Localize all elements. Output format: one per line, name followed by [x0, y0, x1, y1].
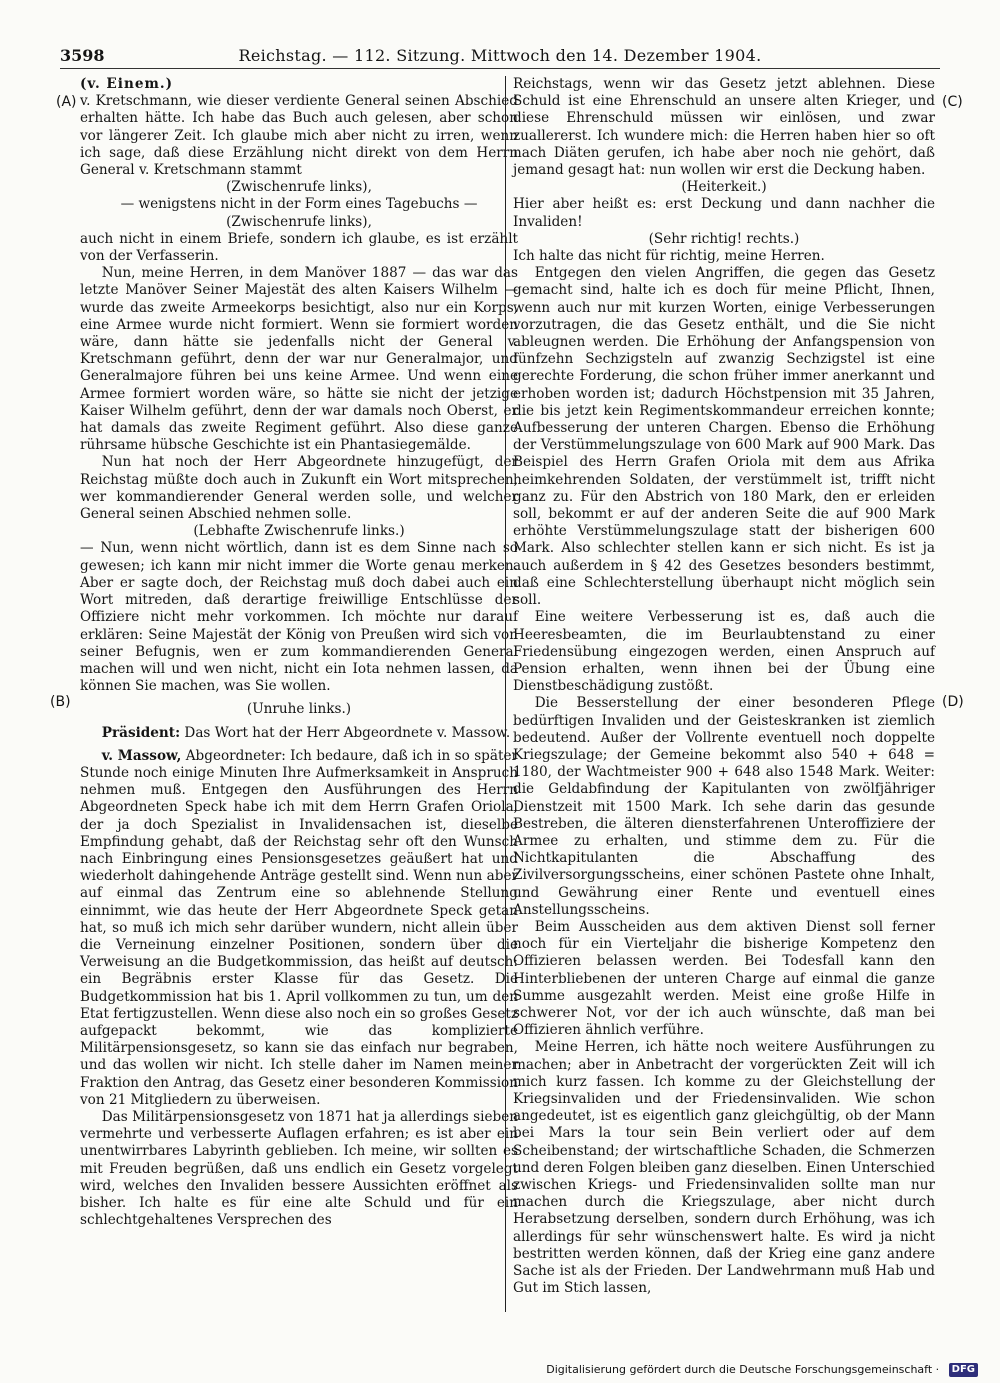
paragraph: Beim Ausscheiden aus dem aktiven Dienst soll ferner noch für ein Vierteljahr die bisherige Kompetenz den Offizieren belassen werden. Bei Todesfall kann den Hinterbliebenen der unteren Charge auf einmal die ganze Summe ausgezahlt werden. Meist eine große Hilfe in schwerer Not, vor der ich auch wünschte, daß man bei Offizieren ähnlich verführe.	[513, 918, 935, 1039]
paragraph: — wenigstens nicht in der Form eines Tagebuchs —	[120, 196, 478, 213]
paragraph: Die Besserstellung der einer besonderen Pflege bedürftigen Invaliden und der Geisteskranken ist ziemlich bedeutend. Außer der Vollrente eventuell noch doppelte Kriegszulage; der Gemeine bekommt also 540 + 648 = 1180, der Wachtmeister 900 + 648 also 1548 Mark. Weiter: die Geldabfindung der Kapitulanten von zwölfjähriger Dienstzeit mit 1500 Mark. Ich sehe darin das gesunde Bestreben, die älteren diensterfahrenen Unteroffiziere der Armee zu erhalten, und stimme dem zu. Für die Nichtkapitulanten die Abschaffung des Zivilversorgungsscheins, einer schönen Pastete ohne Inhalt, und Gewährung einer Rente und eventuell eines Anstellungsscheins.	[513, 695, 935, 918]
page-header	[60, 44, 940, 69]
interjection: (Zwischenrufe links),	[226, 213, 372, 230]
margin-mark-c: (C)	[942, 94, 963, 110]
paragraph: Entgegen den vielen Angriffen, die gegen das Gesetz gemacht sind, halte ich es doch für meine Pflicht, Ihnen, wenn auch nur mit kurzen Worten, einige Verbesserungen vorzutragen, die das Gesetz enthält, und die Sie nicht ableugnen werden. Die Erhöhung der Anfangspension von fünfzehn Sechzigsteln auf zwanzig Sechzigstel ist eine gerechte Forderung, die schon früher immer anerkannt und erhoben worden ist; dadurch Höchstpension mit 35 Jahren, die bis jetzt kein Regimentskommandeur erreichen konnte; Aufbesserung der unteren Chargen. Ebenso die Erhöhung der Verstümmelungszulage von 600 Mark auf 900 Mark. Das Beispiel des Herrn Grafen Oriola mit dem aus Afrika heimkehrenden Soldaten, der verstümmelt ist, trifft nicht ganz zu. Für den Abstrich von 180 Mark, den er erleiden soll, bekommt er auf der anderen Seite die auf 900 Mark erhöhte Verstümmelungszulage statt der bisherigen 600 Mark. Also schlechter stellen kann er sich nicht. Es ist ja auch außerdem in § 42 des Gesetzes besonders bestimmt, daß eine Schlechterstellung überhaupt nicht möglich sein soll.	[513, 265, 935, 609]
footer-credit	[546, 1362, 978, 1378]
dfg-logo: DFG	[949, 1363, 978, 1377]
interjection: (Sehr richtig! rechts.)	[648, 230, 800, 247]
margin-mark-b: (B)	[50, 694, 71, 710]
paragraph: — Nun, wenn nicht wörtlich, dann ist es dem Sinne nach so gewesen; ich kann mir nicht immer die Worte genau merken. Aber er sagte doch, der Reichstag muß doch dabei auch ein Wort mitreden, daß derartige freiwillige Entschlüsse der Offiziere nicht mehr vorkommen. Ich möchte nur darauf erklären: Seine Majestät der König von Preußen wird sich von seiner Befugnis, wen er zum kommandierenden General machen will und wen nicht, nicht ein Iota nehmen lassen, da können Sie machen, was Sie wollen.	[80, 540, 518, 695]
page-number: 3598	[60, 46, 105, 65]
interjection: (Zwischenrufe links),	[226, 179, 372, 196]
speech-text: Abgeordneter: Ich bedaure, daß ich in so später Stunde noch einige Minuten Ihre Aufmerksamkeit in Anspruch nehmen muß. Entgegen den Ausführungen des Herrn Abgeordneten Speck habe ich mit dem Herrn Grafen Oriola, der ja doch Spezialist in Invalidensachen ist, dieselbe Empfindung gehabt, daß der Reichstag sehr oft den Wunsch nach Einbringung eines Pensionsgesetzes geäußert hat und wiederholt dahingehende Anträge gestellt sind. Wenn nun aber auf einmal das Zentrum eine so ablehnende Stellung einnimmt, wie das heute der Herr Abgeordnete Speck getan hat, so muß ich mich sehr darüber wundern, nicht allein über die Verneinung einzelner Positionen, sondern über die Verweisung an die Budgetkommission, das heißt auf deutsch: ein Begräbnis erster Klasse für das Gesetz. Die Budgetkommission hat bis 1. April vollkommen zu tun, um den Etat fertigzustellen. Wenn diese also noch ein so großes Gesetz aufgepackt bekommt, wie das komplizierte Militärpensionsgesetz, so kann sie das einfach nur begraben, und das wollen wir nicht. Ich stelle daher im Namen meiner Fraktion den Antrag, das Gesetz einer besonderen Kommission von 21 Mitgliedern zu überweisen.	[80, 747, 518, 1108]
paragraph: Nun, meine Herren, in dem Manöver 1887 — das war das letzte Manöver Seiner Majestät des alten Kaisers Wilhelm — wurde das zweite Armeekorps besichtigt, also nur ein Korps, eine Armee wurde nicht formiert. Wenn sie formiert worden wäre, dann hätte sie jedenfalls nicht der General v. Kretschmann geführt, denn der war nur Generalmajor, und Generalmajore führen bei uns keine Armee. Und wenn eine Armee formiert worden wäre, so hätte sie nicht der jetzige Kaiser Wilhelm geführt, denn der war damals noch Oberst, er hat damals das zweite Regiment geführt. Also diese ganze rührsame hübsche Geschichte ist ein Phantasiegemälde.	[80, 265, 518, 454]
paragraph: Eine weitere Verbesserung ist es, daß auch die Heeresbeamten, die im Beurlaubtenstand zu einer Friedensübung eingezogen werden, einen Anspruch auf Pension erhalten, wenn ihnen bei der Übung eine Dienstbeschädigung zustößt.	[513, 609, 935, 695]
interjection: (Lebhafte Zwischenrufe links.)	[193, 523, 405, 540]
running-title: Reichstag. — 112. Sitzung. Mittwoch den 14. Dezember 1904.	[238, 46, 762, 65]
speaker-label: v. Massow,	[101, 747, 182, 764]
massow-paragraph	[80, 748, 518, 1109]
interjection: (Unruhe links.)	[246, 701, 352, 718]
left-column	[80, 76, 518, 1229]
margin-mark-d: (D)	[942, 694, 964, 710]
speaker-note: (v. Einem.)	[80, 76, 174, 92]
paragraph: Nun hat noch der Herr Abgeordnete hinzugefügt, der Reichstag müßte doch auch in Zukunft ein Wort mitsprechen, wer kommandierender General werden solle, und welcher General seinen Abschied nehmen solle.	[80, 454, 518, 523]
paragraph: v. Kretschmann, wie dieser verdiente General seinen Abschied erhalten hätte. Ich habe das Buch auch gelesen, aber schon vor längerer Zeit. Ich glaube mich aber nicht zu irren, wenn ich sage, daß diese Erzählung nicht direkt von dem Herrn General v. Kretschmann stammt	[80, 93, 518, 179]
president-paragraph	[80, 725, 518, 742]
paragraph: Reichstags, wenn wir das Gesetz jetzt ablehnen. Diese Schuld ist eine Ehrenschuld an unsere alten Krieger, und diese Ehrenschuld müssen wir einlösen, und zwar zuallererst. Ich wundere mich: die Herren haben hier so oft nach Diäten gerufen, ich habe aber noch nie gehört, daß jemand gesagt hat: nun wollen wir erst die Deckung haben.	[513, 76, 935, 179]
right-column	[513, 76, 935, 1297]
footer-credit-text: Digitalisierung gefördert durch die Deutsche Forschungsgemeinschaft ·	[546, 1363, 940, 1376]
interjection: (Heiterkeit.)	[681, 179, 767, 196]
paragraph: auch nicht in einem Briefe, sondern ich glaube, es ist erzählt von der Verfasserin.	[80, 230, 518, 265]
margin-mark-a: (A)	[56, 94, 77, 110]
speech-text: Das Wort hat der Herr Abgeordnete v. Massow.	[180, 724, 511, 741]
paragraph: Ich halte das nicht für richtig, meine Herren.	[513, 248, 825, 265]
paragraph: Hier aber heißt es: erst Deckung und dann nachher die Invaliden!	[513, 196, 935, 230]
speaker-label: Präsident:	[101, 724, 181, 741]
paragraph: Das Militärpensionsgesetz von 1871 hat ja allerdings sieben vermehrte und verbesserte Auflagen erfahren; es ist aber ein unentwirrbares Labyrinth geblieben. Ich meine, wir sollten es mit Freuden begrüßen, daß uns endlich ein Gesetz vorgelegt wird, welches den Invaliden bessere Aussichten eröffnet als bisher. Ich halte es für eine alte Schuld und für ein schlechtgehaltenes Versprechen des	[80, 1108, 518, 1229]
paragraph: Meine Herren, ich hätte noch weitere Ausführungen zu machen; aber in Anbetracht der vorgerückten Zeit will ich mich kurz fassen. Ich komme zu der Gleichstellung der Kriegsinvaliden und der Friedensinvaliden. Wie schon angedeutet, ist es eigentlich ganz gleichgültig, ob der Mann bei Mars la tour sein Bein verliert oder auf dem Scheibenstand; der wirtschaftliche Schaden, die Schmerzen und deren Folgen bleiben ganz dieselben. Einen Unterschied zwischen Kriegs- und Friedensinvaliden sollte man nur machen durch die Kriegszulage, aber nicht durch Herabsetzung derselben, sondern durch Erhöhung, was ich allerdings für sehr wünschenswert halte. Es wird ja nicht bestritten werden können, daß der Krieg eine ganz andere Sache ist als der Frieden. Der Landwehrmann muß Hab und Gut im Stich lassen,	[513, 1039, 935, 1297]
